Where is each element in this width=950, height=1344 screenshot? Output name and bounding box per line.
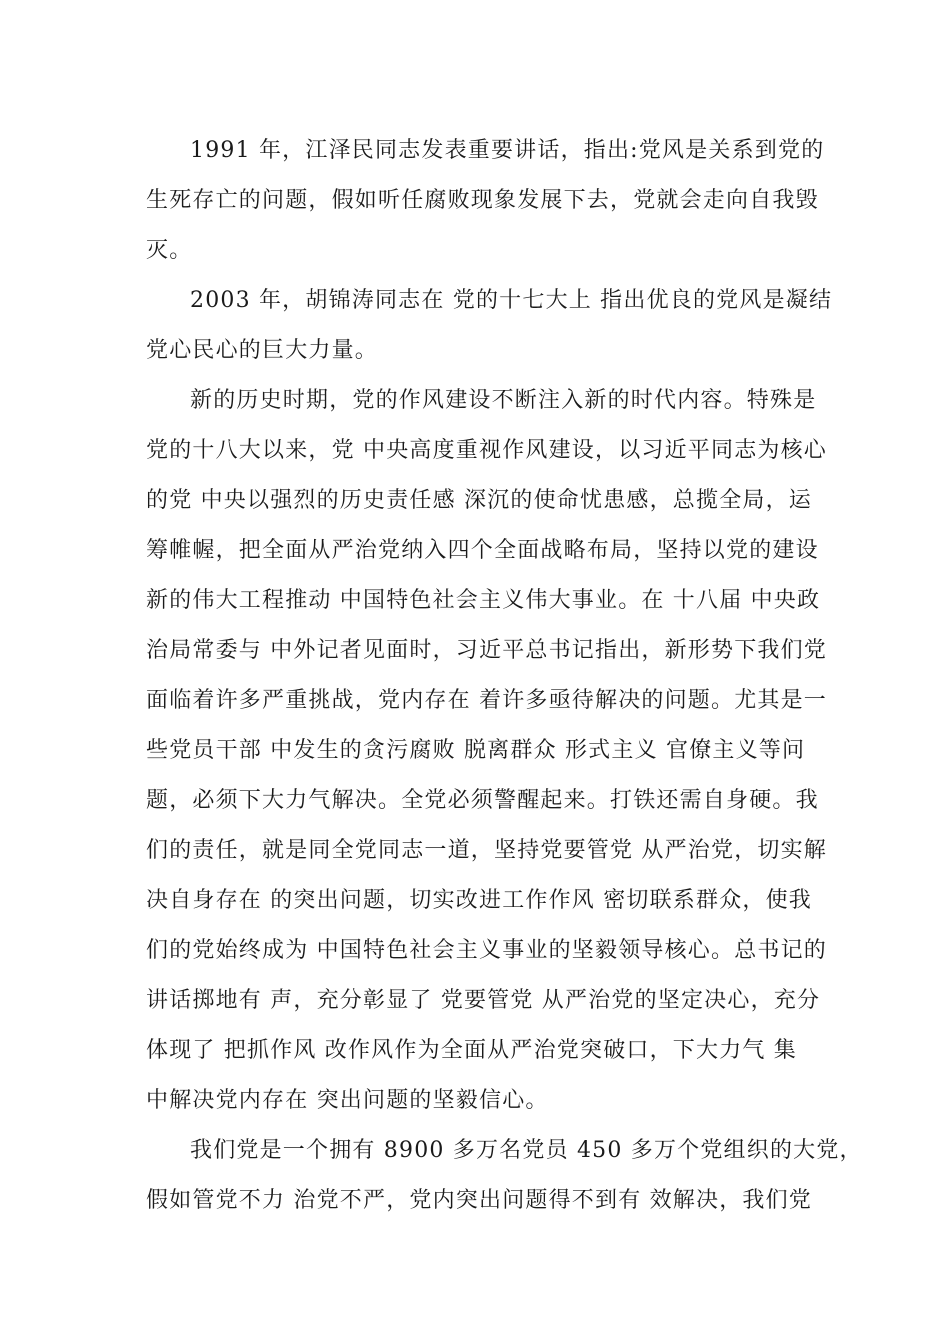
text-line: 灭。	[146, 238, 193, 263]
text-line: 题，必须下大力气解决。全党必须警醒起来。打铁还需自身硬。我	[146, 788, 819, 813]
text-line: 中解决党内存在 突出问题的坚毅信心。	[146, 1088, 549, 1113]
text-line: 我们党是一个拥有 8900 多万名党员 450 多万个党组织的大党，	[190, 1138, 863, 1163]
text-line: 1991 年，江泽民同志发表重要讲话，指出:党风是关系到党的	[190, 138, 825, 163]
text-line: 治局常委与 中外记者见面时，习近平总书记指出，新形势下我们党	[146, 638, 827, 663]
text-line: 讲话掷地有 声，充分彰显了 党要管党 从严治党的坚定决心，充分	[146, 988, 821, 1013]
text-line: 生死存亡的问题，假如听任腐败现象发展下去，党就会走向自我毁	[146, 188, 819, 213]
text-line: 党的十八大以来，党 中央高度重视作风建设，以习近平同志为核心	[146, 438, 827, 463]
text-line: 2003 年，胡锦涛同志在 党的十七大上 指出优良的党风是凝结	[190, 288, 833, 313]
text-line: 们的党始终成为 中国特色社会主义事业的坚毅领导核心。总书记的	[146, 938, 827, 963]
text-line: 党心民心的巨大力量。	[146, 338, 379, 363]
text-line: 新的历史时期，党的作风建设不断注入新的时代内容。特殊是	[190, 388, 817, 413]
text-line: 假如管党不力 治党不严，党内突出问题得不到有 效解决，我们党	[146, 1188, 812, 1213]
text-line: 些党员干部 中发生的贪污腐败 脱离群众 形式主义 官僚主义等问	[146, 738, 806, 763]
text-line: 筹帷幄，把全面从严治党纳入四个全面战略布局，坚持以党的建设	[146, 538, 819, 563]
text-line: 的党 中央以强烈的历史责任感 深沉的使命忧患感，总揽全局，运	[146, 488, 812, 513]
text-line: 新的伟大工程推动 中国特色社会主义伟大事业。在 十八届 中央政	[146, 588, 821, 613]
text-line: 体现了 把抓作风 改作风作为全面从严治党突破口，下大力气 集	[146, 1038, 797, 1063]
text-line: 面临着许多严重挑战，党内存在 着许多亟待解决的问题。尤其是一	[146, 688, 827, 713]
text-line: 决自身存在 的突出问题，切实改进工作作风 密切联系群众，使我	[146, 888, 812, 913]
text-line: 们的责任，就是同全党同志一道，坚持党要管党 从严治党，切实解	[146, 838, 827, 863]
